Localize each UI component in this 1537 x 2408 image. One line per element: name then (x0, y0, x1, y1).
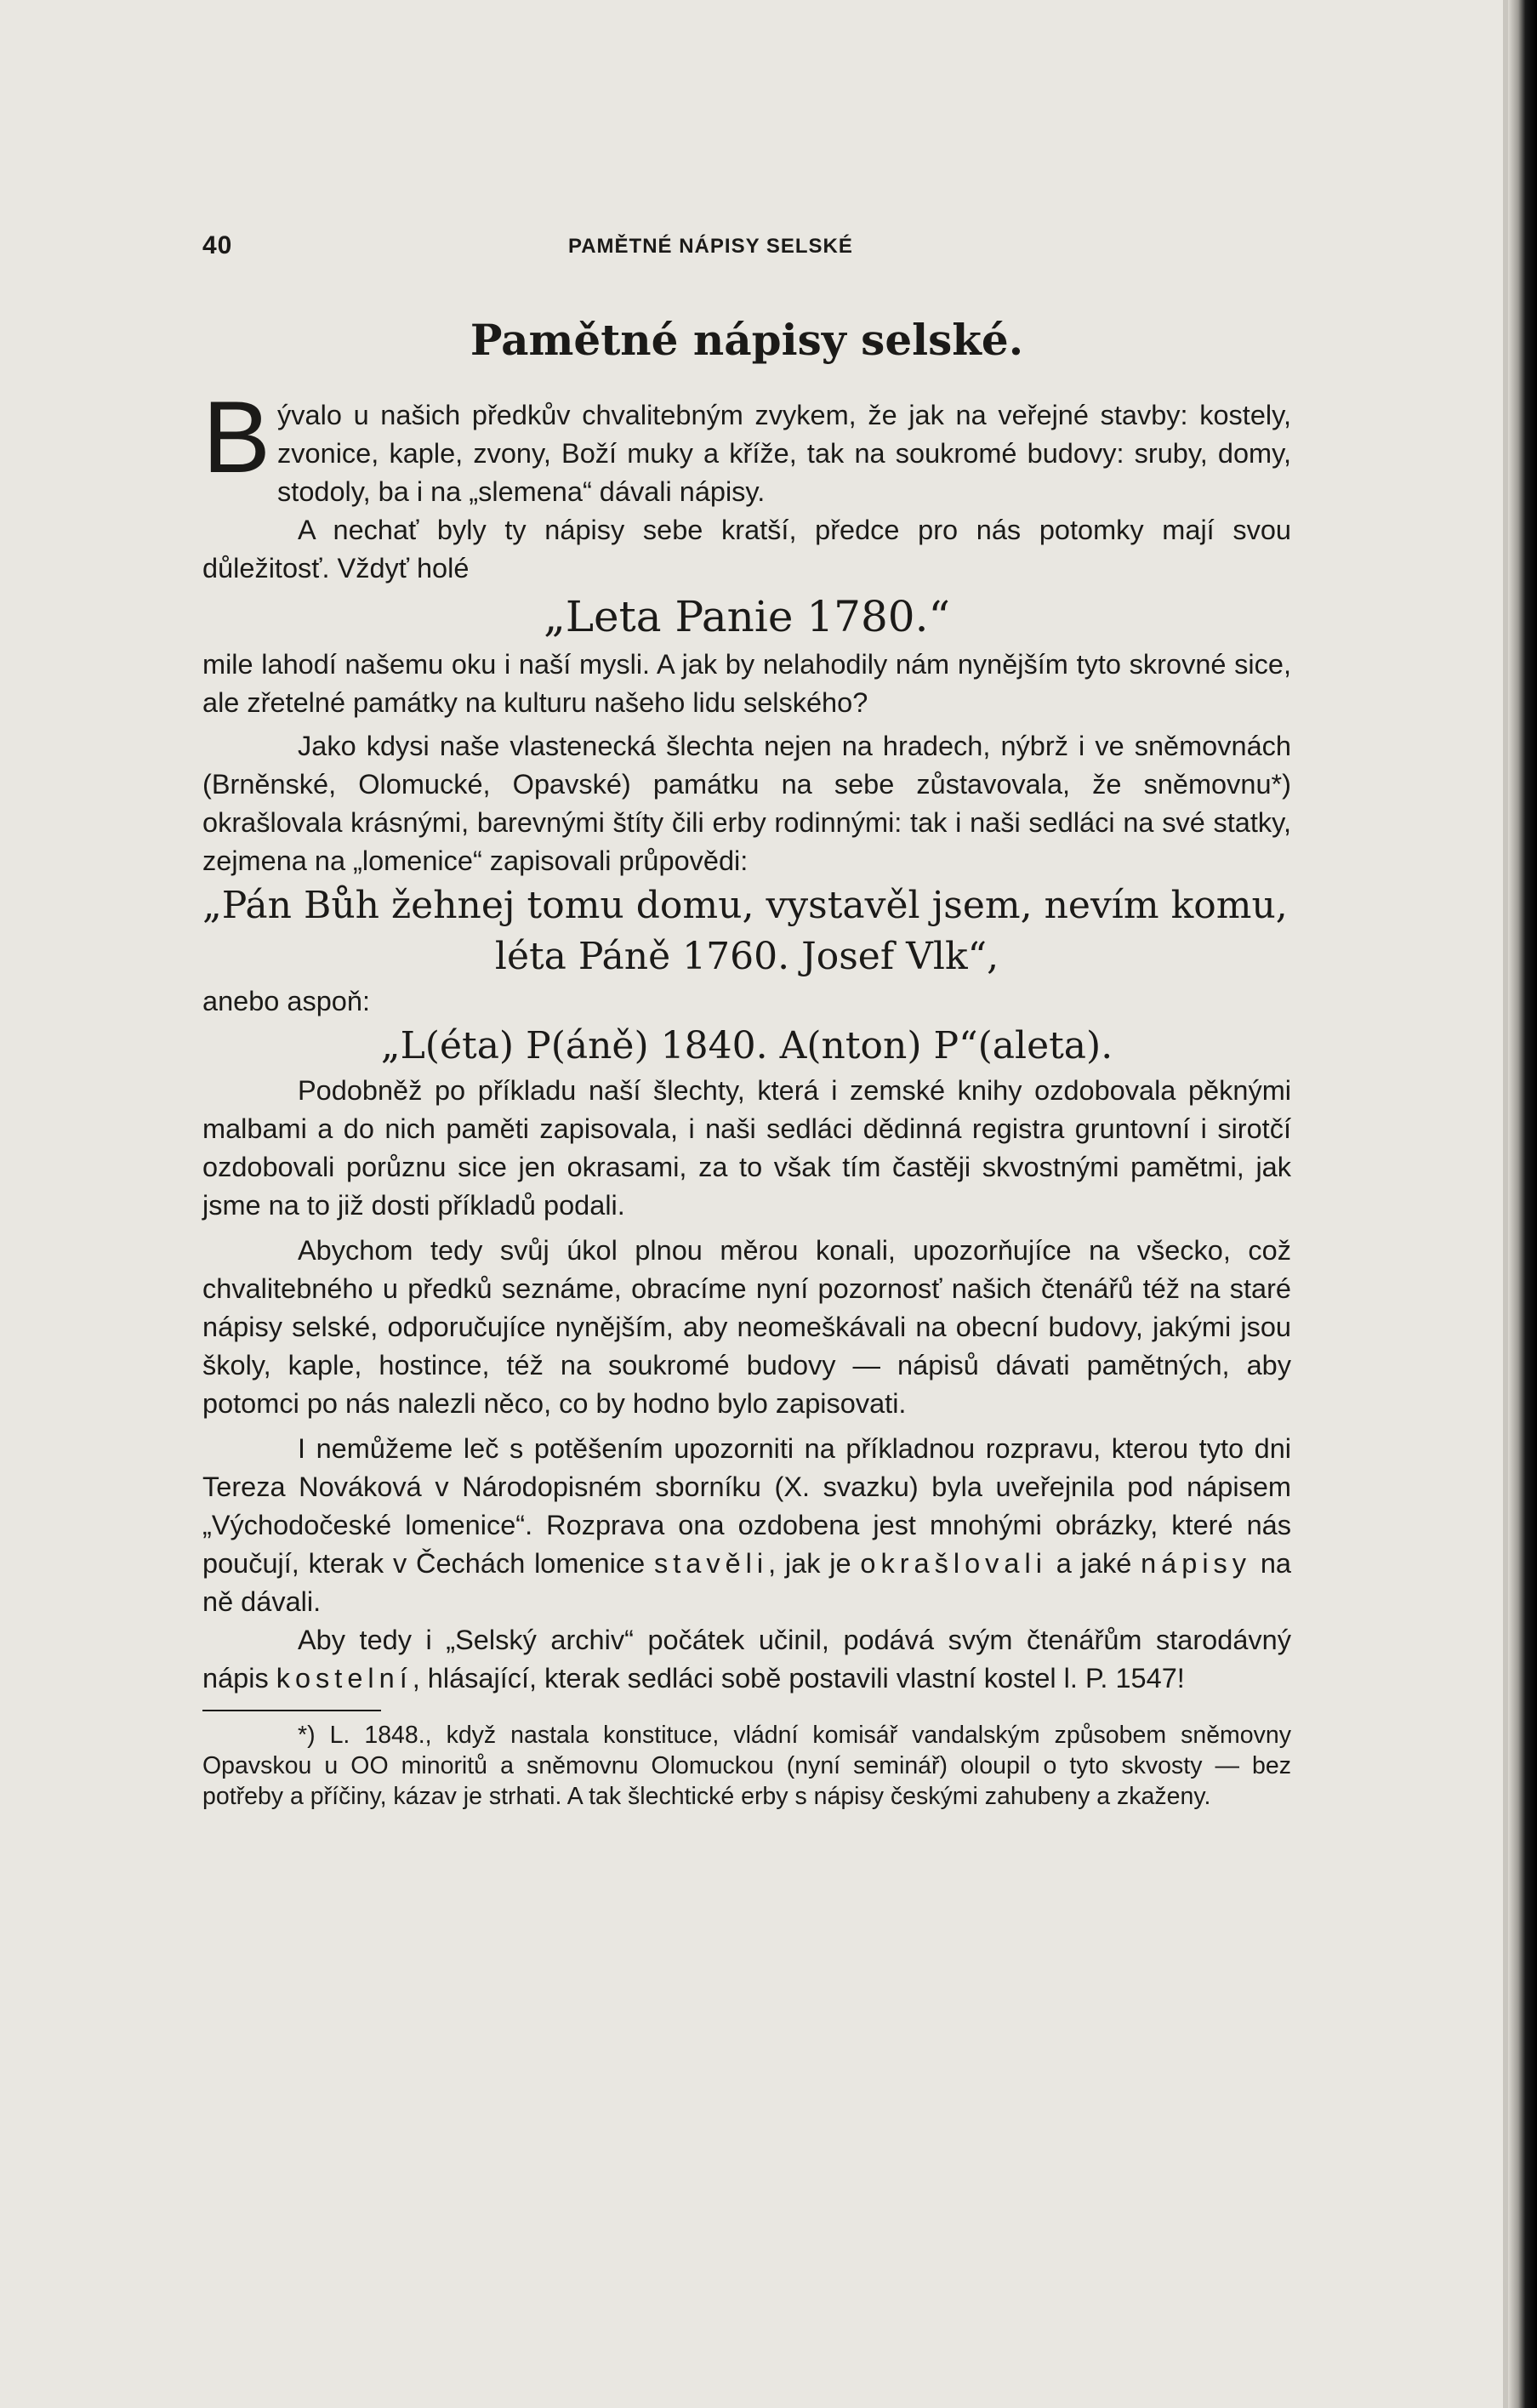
inscription-quote-2-line-1: „Pán Bůh žehnej tomu domu, vystavěl jsem, nevím komu, (202, 884, 1288, 927)
article-body (202, 380, 1292, 1812)
inscription-quote-2-line-2: léta Páně 1760. Josef Vlk“, (494, 935, 999, 978)
scan-page-edge (1508, 0, 1537, 2408)
drop-cap: B (202, 380, 271, 494)
article-title: Pamětné nápisy selské. (470, 315, 1024, 365)
paragraph-8 (202, 1430, 1291, 1621)
paragraph-intro (202, 380, 1291, 511)
running-head-title: PAMĚTNÉ NÁPISY SELSKÉ (568, 235, 853, 258)
paragraph-7: Abychom tedy svůj úkol plnou měrou konali, upozorňujíce na všecko, což chvalitebného u předků seznáme, obracíme nyní pozornosť našich čtenářů též na staré nápisy selské, odporučujíce nynějším, aby neomeškávali na obecní budovy, jakými jsou školy, kaple, hostince, též na soukromé budovy — nápisů dávati pamětných, aby potomci po nás nalezli něco, co by hodno bylo zapisovati. (202, 1235, 1291, 1419)
paragraph-intro-text: ývalo u našich předkův chvalitebným zvykem, že jak na veřejné stavby: kostely, zvonice, kaple, zvony, Boží muky a kříže, tak na soukromé budovy: sruby, domy, stodoly, ba i na „slemena“ dávali nápisy. (277, 400, 1291, 507)
paragraph-5: anebo aspoň: (202, 986, 370, 1016)
footnote-rule (202, 1710, 381, 1711)
inscription-quote-3: „L(éta) P(áně) 1840. A(nton) P“(aleta). (380, 1024, 1113, 1067)
paragraph-9-part-1: Aby tedy i „Selský archiv“ počátek učinil, podává svým čtenářům starodávný nápis (202, 1625, 1291, 1694)
paragraph-8-part-4: na ně dávali. (202, 1548, 1292, 1617)
inscription-quote-1: „Leta Panie 1780.“ (543, 592, 951, 641)
paragraph-8-part-1: I nemůžeme leč s potěšením upozorniti na příkladnou rozpravu, kterou tyto dni Tereza Nováková v Národopisném sborníku (X. svazku) byla uveřejnila pod nápisem „Východočeské lomenice“. Rozprava ona ozdobena jest mnohými obrázky, které nás poučují, kterak v Čechách lomenice (202, 1433, 1291, 1579)
page-number: 40 (202, 231, 233, 259)
running-head (202, 231, 1291, 265)
emphasis-kostelni: kostelní (276, 1663, 413, 1694)
emphasis-okraslovali: okrašlovali (860, 1548, 1047, 1579)
paragraph-9 (202, 1621, 1291, 1698)
paragraph-8-part-3: a jaké (1056, 1548, 1132, 1579)
paragraph-9-part-2: , hlásající, kterak sedláci sobě postavili vlastní kostel l. P. 1547! (412, 1663, 1185, 1694)
footnote: *) L. 1848., když nastala konstituce, vládní komisář vandalským způsobem sněmovny Opavskou u OO minoritů a sněmovnu Olomuckou (nyní seminář) oloupil o tyto skvosty — bez potřeby a příčiny, kázav je strhati. A tak šlechtické erby s nápisy českými zahubeny a zkaženy. (202, 1722, 1291, 1810)
paragraph-3: mile lahodí našemu oku i naší mysli. A jak by nelahodily nám nynějším tyto skrovné sice, ale zřetelné památky na kulturu našeho lidu selského? (202, 649, 1291, 718)
paragraph-4: Jako kdysi naše vlastenecká šlechta nejen na hradech, nýbrž i ve sněmovnách (Brněnské, Olomucké, Opavské) památku na sebe zůstavovala, že sněmovnu*) okrašlovala krásnými, barevnými štíty čili erby rodinnými: tak i naši sedláci na své statky, zejmena na „lomenice“ zapisovali průpovědi: (202, 731, 1291, 876)
emphasis-staveli: stavěli (653, 1548, 769, 1579)
paragraph-6: Podobněž po příkladu naší šlechty, která i zemské knihy ozdobovala pěknými malbami a do nich paměti zapisovala, i naši sedláci dědinná registra gruntovní i sirotčí ozdobovali porůznu sice jen okrasami, za to však tím častěji skvostnými pamětmi, jak jsme na to již dosti příkladů podali. (202, 1075, 1291, 1221)
paragraph-2: A nechať byly ty nápisy sebe kratší, předce pro nás potomky mají svou důležitosť. Vždyť holé (202, 515, 1291, 583)
emphasis-napisy: nápisy (1141, 1548, 1252, 1579)
paragraph-8-part-2: , jak je (768, 1548, 851, 1579)
